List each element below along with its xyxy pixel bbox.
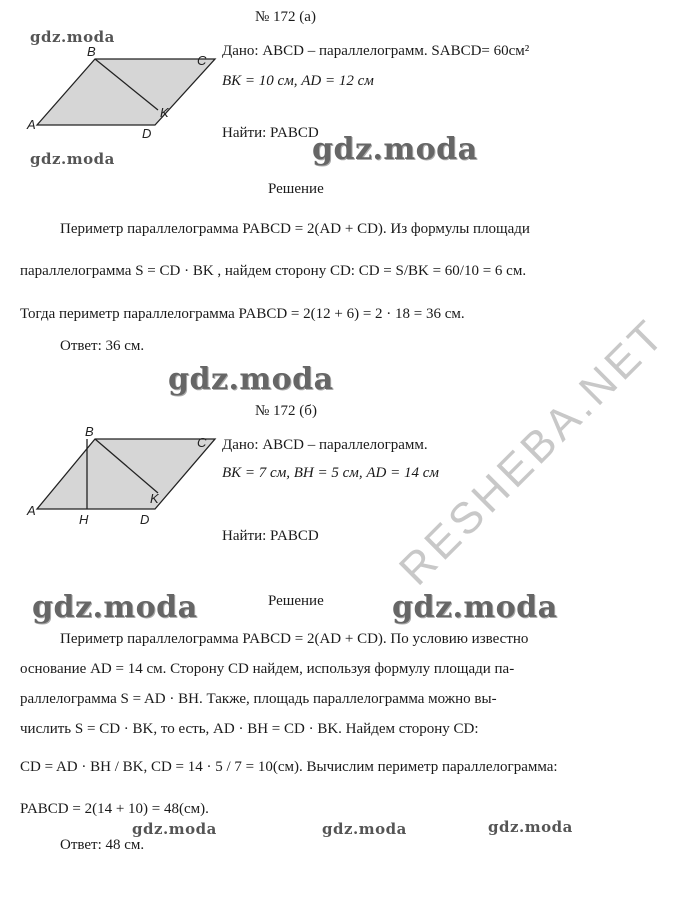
figure-a bbox=[25, 45, 225, 145]
label-d: D bbox=[142, 126, 152, 141]
find-b: Найти: PABCD bbox=[222, 528, 319, 544]
figure-b bbox=[25, 425, 225, 530]
label-b-b: B bbox=[85, 424, 94, 439]
problem-b-title: № 172 (б) bbox=[255, 403, 317, 419]
label-d-b: D bbox=[140, 512, 150, 527]
given-b-2: BK = 7 см, BH = 5 см, AD = 14 см bbox=[222, 465, 439, 481]
solution-heading-a: Решение bbox=[268, 181, 324, 197]
given-a-2: BK = 10 см, AD = 12 см bbox=[222, 73, 374, 89]
find-a: Найти: PABCD bbox=[222, 125, 319, 141]
label-c: C bbox=[197, 53, 207, 68]
solution-a-line-2: параллелограмма S = CD · BK , найдем сторону CD: CD = S/BK = 60/10 = 6 см. bbox=[20, 263, 527, 279]
watermark-middle: gdz.moda bbox=[168, 362, 334, 397]
given-a: Дано: ABCD – параллелограмм. SABCD= 60см² bbox=[222, 43, 530, 59]
answer-a: Ответ: 36 см. bbox=[60, 338, 145, 354]
label-k-b: K bbox=[150, 491, 159, 506]
label-b: B bbox=[87, 44, 96, 59]
solution-b-line-4: числить S = CD · BK, то есть, AD · BH = CD · BK. Найдем сторону CD: bbox=[20, 721, 479, 737]
label-a-b: A bbox=[27, 503, 36, 518]
solution-b-line-6: PABCD = 2(14 + 10) = 48(см). bbox=[20, 801, 209, 817]
watermark-left-a: gdz.moda bbox=[30, 150, 115, 168]
watermark-bottom-2: gdz.moda bbox=[322, 820, 407, 838]
resheba-watermark: RESHEBA.NET bbox=[390, 309, 676, 595]
solution-a-line-3: Тогда периметр параллелограмма PABCD = 2(12 + 6) = 2 · 18 = 36 см. bbox=[20, 306, 465, 322]
label-c-b: C bbox=[197, 435, 207, 450]
solution-heading-b: Решение bbox=[268, 593, 324, 609]
parallelogram-a-fill bbox=[37, 59, 215, 125]
solution-a-line-1: Периметр параллелограмма PABCD = 2(AD + CD). Из формулы площади bbox=[60, 221, 530, 237]
solution-b-line-1: Периметр параллелограмма PABCD = 2(AD + CD). По условию известно bbox=[60, 631, 529, 647]
watermark-bottom-1: gdz.moda bbox=[132, 820, 217, 838]
solution-b-line-2: основание AD = 14 см. Сторону CD найдем, используя формулу площади па- bbox=[20, 661, 515, 677]
watermark-right-a: gdz.moda bbox=[312, 132, 478, 167]
watermark-right-b: gdz.moda bbox=[392, 590, 558, 625]
answer-b: Ответ: 48 см. bbox=[60, 837, 145, 853]
watermark-bottom-3: gdz.moda bbox=[488, 818, 573, 836]
watermark-top-left: gdz.moda bbox=[30, 28, 115, 46]
label-a: A bbox=[27, 117, 36, 132]
solution-b-line-5: CD = AD · BH / BK, CD = 14 · 5 / 7 = 10(см). Вычислим периметр параллелограмма: bbox=[20, 759, 558, 775]
watermark-left-b: gdz.moda bbox=[32, 590, 198, 625]
parallelogram-b-fill bbox=[37, 439, 215, 509]
label-k: K bbox=[160, 105, 169, 120]
problem-a-title: № 172 (а) bbox=[255, 9, 316, 25]
label-h: H bbox=[79, 512, 89, 527]
given-b: Дано: ABCD – параллелограмм. bbox=[222, 437, 428, 453]
solution-b-line-3: раллелограмма S = AD · BH. Также, площадь параллелограмма можно вы- bbox=[20, 691, 497, 707]
